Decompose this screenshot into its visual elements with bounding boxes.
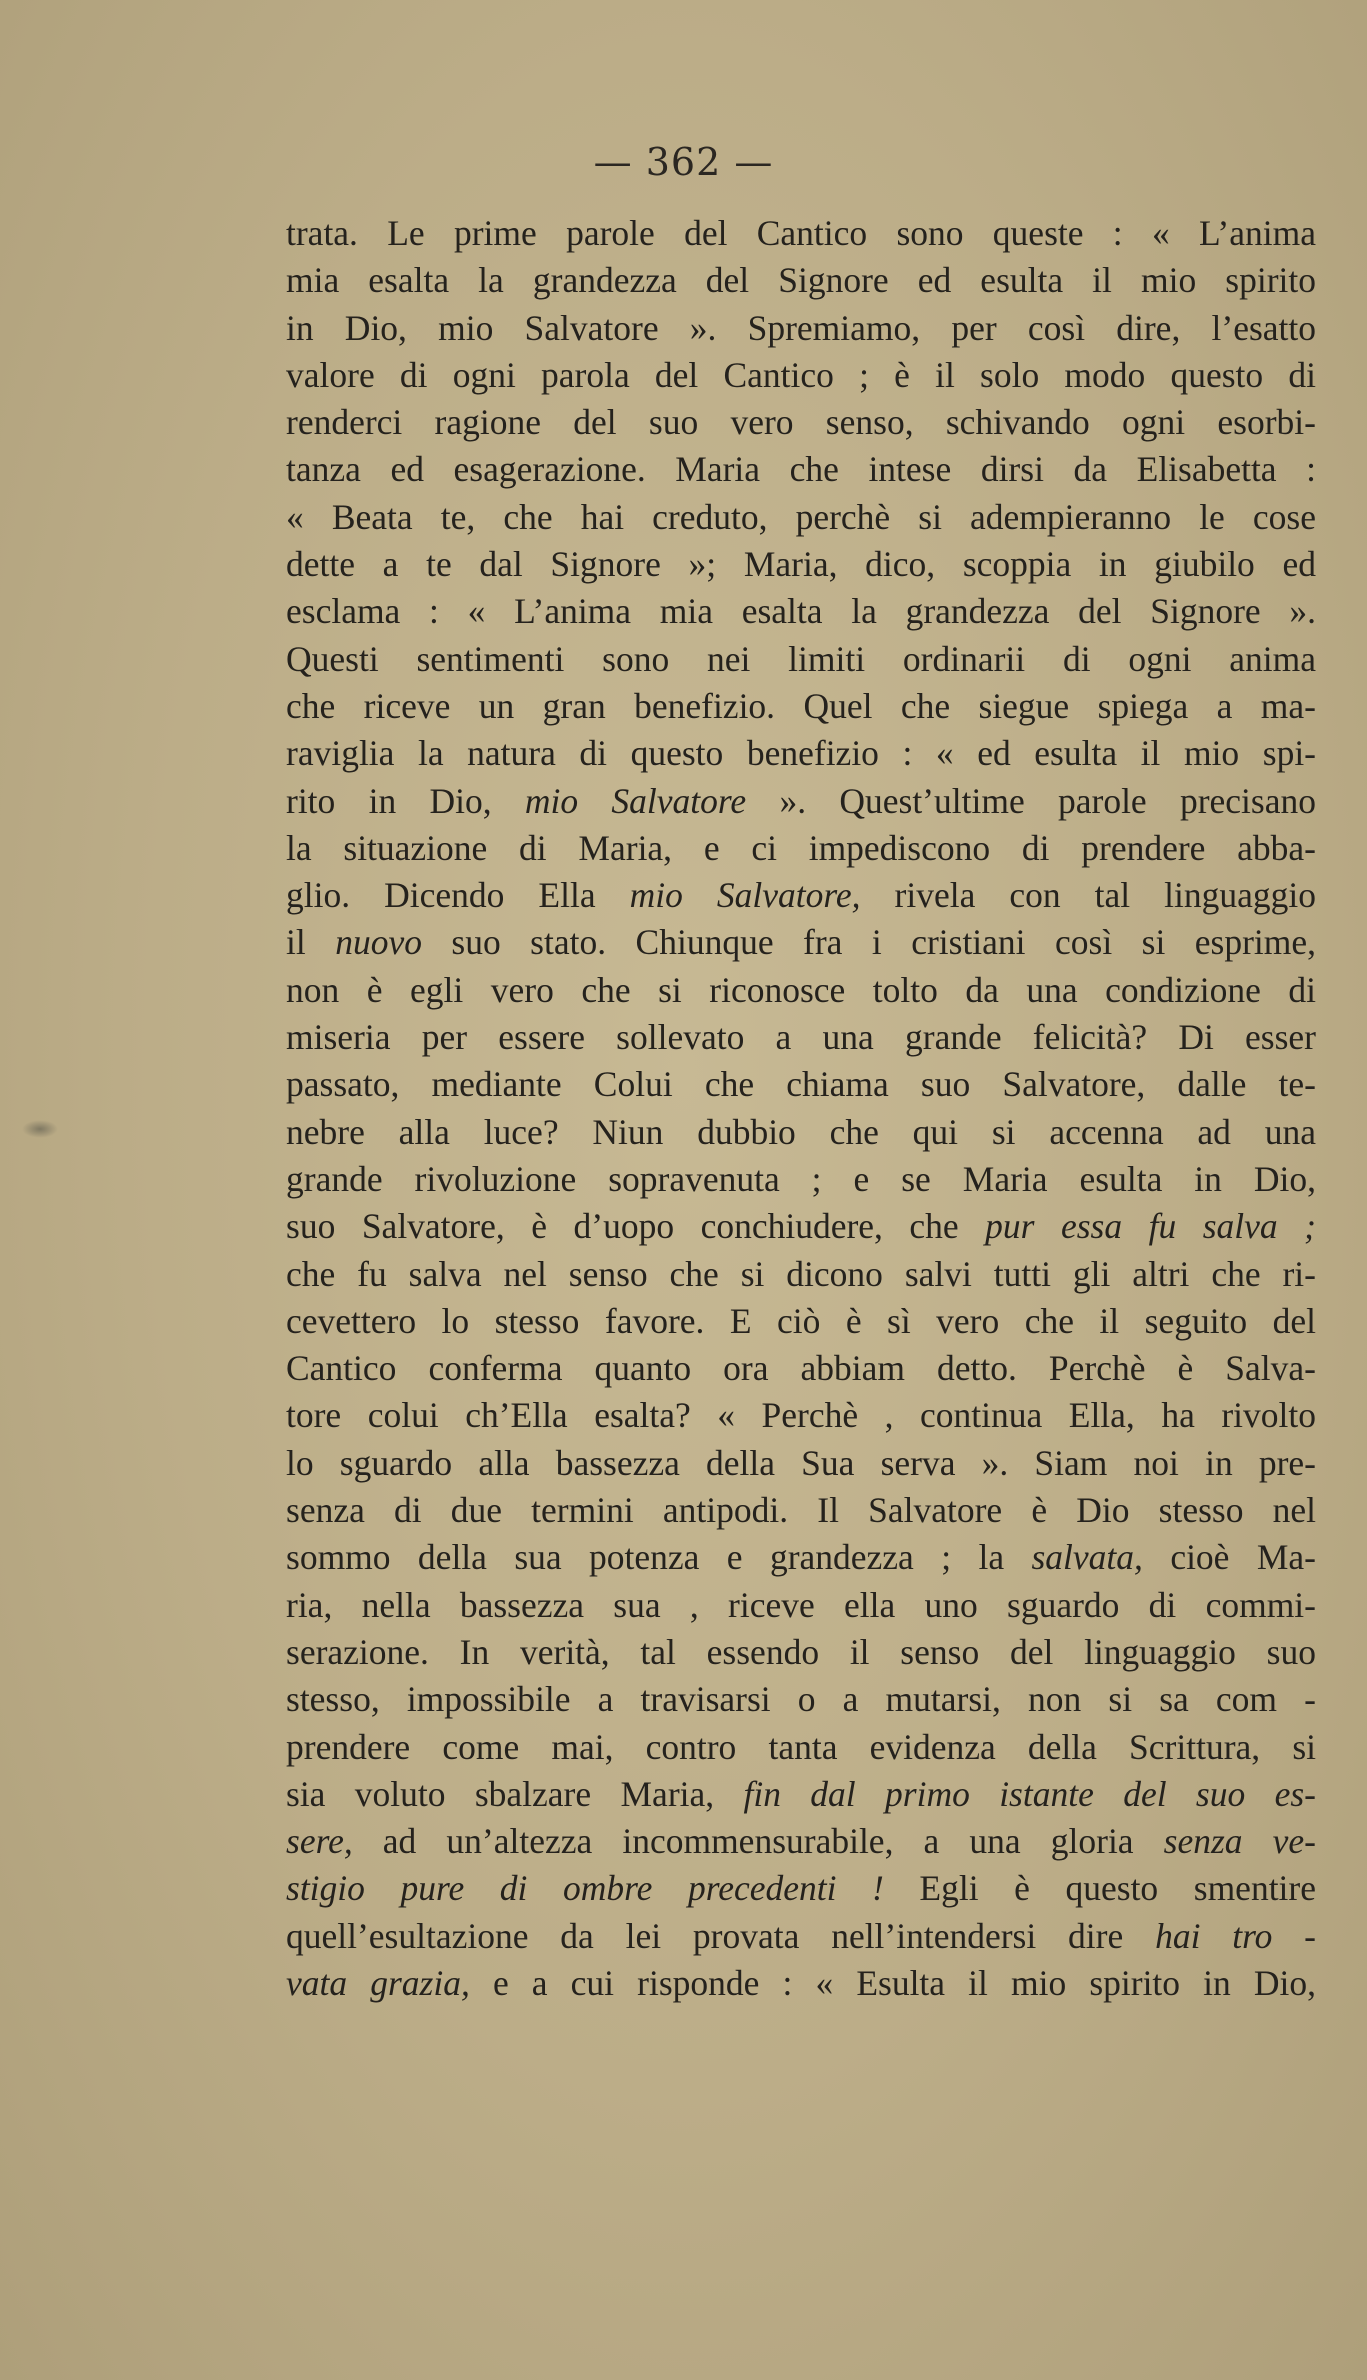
text-line: glio. Dicendo Ella mio Salvatore, rivela con tal linguaggio <box>286 875 1316 916</box>
text-line: che fu salva nel senso che si dicono salvi tutti gli altri che ri- <box>286 1253 1316 1294</box>
text-line: la situazione di Maria, e ci impediscono di prendere abba- <box>286 827 1316 868</box>
text-line: prendere come mai, contro tanta evidenza della Scrittura, si <box>286 1726 1316 1767</box>
text-line: esclama : « L’anima mia esalta la grandezza del Signore ». <box>286 591 1316 632</box>
text-line: sommo della sua potenza e grandezza ; la salvata, cioè Ma- <box>286 1537 1316 1578</box>
text-line: stigio pure di ombre precedenti ! Egli è questo smentire <box>286 1868 1316 1909</box>
text-line: senza di due termini antipodi. Il Salvatore è Dio stesso nel <box>286 1490 1316 1531</box>
text-line: stesso, impossibile a travisarsi o a mutarsi, non si sa com - <box>286 1679 1316 1720</box>
text-line: dette a te dal Signore »; Maria, dico, scoppia in giubilo ed <box>286 544 1316 585</box>
text-line: valore di ogni parola del Cantico ; è il solo modo questo di <box>286 354 1316 395</box>
text-line: rito in Dio, mio Salvatore ». Quest’ultime parole precisano <box>286 780 1316 821</box>
text-line: che riceve un gran benefizio. Quel che siegue spiega a ma- <box>286 685 1316 726</box>
text-line: ria, nella bassezza sua , riceve ella uno sguardo di commi- <box>286 1584 1316 1625</box>
text-line: miseria per essere sollevato a una grande felicità? Di esser <box>286 1017 1316 1058</box>
text-line: tore colui ch’Ella esalta? « Perchè , continua Ella, ha rivolto <box>286 1395 1316 1436</box>
text-line: lo sguardo alla bassezza della Sua serva ». Siam noi in pre- <box>286 1442 1316 1483</box>
page-number: — 362 — <box>593 140 774 184</box>
text-line: trata. Le prime parole del Cantico sono queste : « L’anima <box>286 213 1316 253</box>
page-stain <box>22 1120 58 1138</box>
text-line: non è egli vero che si riconosce tolto da una condizione di <box>286 969 1316 1010</box>
text-line: renderci ragione del suo vero senso, schivando ogni esorbi- <box>286 402 1316 443</box>
text-line: grande rivoluzione sopravenuta ; e se Maria esulta in Dio, <box>286 1158 1316 1199</box>
text-line: cevettero lo stesso favore. E ciò è sì vero che il seguito del <box>286 1300 1316 1341</box>
text-line: nebre alla luce? Niun dubbio che qui si accenna ad una <box>286 1111 1316 1152</box>
text-line: mia esalta la grandezza del Signore ed esulta il mio spirito <box>286 260 1316 301</box>
text-line: il nuovo suo stato. Chiunque fra i cristiani così si esprime, <box>286 922 1316 963</box>
text-line: quell’esultazione da lei provata nell’intendersi dire hai tro - <box>286 1915 1316 1956</box>
text-line: Cantico conferma quanto ora abbiam detto. Perchè è Salva- <box>286 1348 1316 1389</box>
text-line: Questi sentimenti sono nei limiti ordinarii di ogni anima <box>286 638 1316 679</box>
text-line: « Beata te, che hai creduto, perchè si adempieranno le cose <box>286 496 1316 537</box>
text-line: serazione. In verità, tal essendo il senso del linguaggio suo <box>286 1631 1316 1672</box>
text-line: raviglia la natura di questo benefizio : « ed esulta il mio spi- <box>286 733 1316 774</box>
text-line: tanza ed esagerazione. Maria che intese dirsi da Elisabetta : <box>286 449 1316 490</box>
body-text <box>286 210 1316 2007</box>
text-line: sia voluto sbalzare Maria, fin dal primo istante del suo es- <box>286 1773 1316 1814</box>
text-line: sere, ad un’altezza incommensurabile, a una gloria senza ve- <box>286 1821 1316 1862</box>
text-line: in Dio, mio Salvatore ». Spremiamo, per così dire, l’esatto <box>286 307 1316 348</box>
text-line: vata grazia, e a cui risponde : « Esulta il mio spirito in Dio, <box>286 1962 1316 2003</box>
text-line: suo Salvatore, è d’uopo conchiudere, che pur essa fu salva ; <box>286 1206 1316 1247</box>
text-line: passato, mediante Colui che chiama suo Salvatore, dalle te- <box>286 1064 1316 1105</box>
